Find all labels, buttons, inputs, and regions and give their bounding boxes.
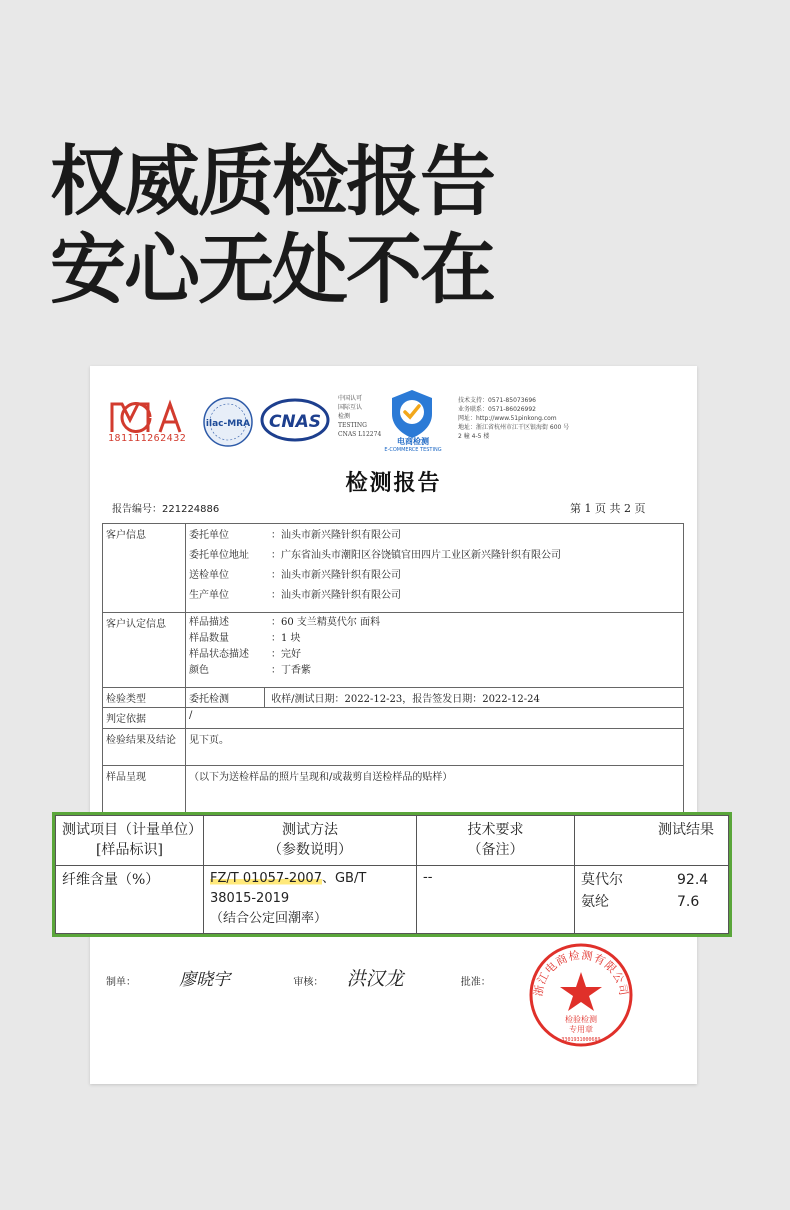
fiber-value: 92.4 (677, 872, 709, 888)
method-note: （结合公定回潮率） (210, 911, 328, 926)
report-paper (90, 366, 700, 1084)
cnas-label: CNAS (268, 412, 322, 432)
headline (50, 138, 494, 314)
inspection-type-label: 检验类型 (103, 688, 186, 708)
contact-info (458, 396, 569, 441)
basis-value: / (186, 708, 684, 729)
results-data-row (56, 866, 729, 934)
field-key: 样品数量 (189, 633, 229, 644)
results-header-row (56, 816, 729, 866)
basis-label: 判定依据 (103, 708, 186, 729)
field-key: 委托单位地址 (189, 550, 249, 561)
field-value: ：汕头市新兴隆针织有限公司 (271, 570, 401, 581)
stamp-company: 浙江电商检测有限公司 (531, 948, 631, 998)
cnas-line: 中国认可 (338, 395, 363, 402)
field-value: ：汕头市新兴隆针织有限公司 (271, 590, 401, 601)
photo-label: 样品呈现 (103, 766, 186, 909)
result-label: 检验结果及结论 (103, 729, 186, 766)
report-number: 报告编号：221224886 (112, 504, 220, 515)
page-number: 第 1 页 共 2 页 (570, 502, 646, 515)
headline-line-2: 安心无处不在 (50, 225, 494, 314)
cnas-line: 检测 (338, 413, 351, 420)
result-value: 见下页。 (186, 729, 684, 766)
review-label: 审核： (293, 977, 324, 988)
fiber-value: 7.6 (677, 894, 700, 910)
cnas-line: 国际互认 (338, 404, 363, 411)
contact-line: 技术支持：0571-85073696 (458, 397, 536, 404)
method-cell (204, 866, 417, 934)
inspection-type-value: 委托检测 (186, 688, 265, 707)
result-row (103, 729, 684, 766)
contact-line: 2 幢 4-5 楼 (458, 433, 490, 440)
review-signature: 洪汉龙 (346, 968, 404, 990)
header-method-sub: （参数说明） (268, 842, 352, 858)
field-value: ：1 块 (271, 633, 301, 644)
report-title: 检测报告 (345, 470, 442, 496)
stamp-bottom: 专用章 (569, 1025, 593, 1034)
maker-signature: 廖晓宇 (179, 970, 231, 990)
requirement-cell: -- (417, 866, 575, 934)
maker-label: 制单： (106, 977, 136, 988)
sample-info-row (103, 613, 684, 688)
shield-caption (380, 438, 446, 454)
header-item-sub: [样品标识] (96, 842, 163, 858)
method-standard-3: 38015-2019 (210, 891, 290, 906)
shield-check-icon (388, 388, 436, 440)
header-method (204, 816, 417, 866)
header-requirement-title: 技术要求 (467, 822, 524, 838)
cnas-logo-icon (260, 398, 330, 442)
photo-caption: （以下为送检样品的照片呈现和/或裁剪自送检样品的贴样） (189, 772, 453, 783)
field-key: 样品状态描述 (189, 649, 249, 660)
sample-values (186, 613, 684, 688)
method-standard: FZ/T 01057-2007 (210, 871, 322, 886)
basis-row (103, 708, 684, 729)
cnas-caption (338, 394, 381, 439)
field-value: ：丁香紫 (271, 665, 311, 676)
ilac-label: ilac-MRA (205, 419, 251, 429)
cma-number: 181111262432 (108, 433, 187, 444)
inspection-dates: 收样/测试日期：2022-12-23，报告签发日期：2022-12-24 (271, 694, 540, 705)
sample-label: 客户认定信息 (103, 613, 186, 688)
item-cell: 纤维含量（%） (56, 866, 204, 934)
contact-line: 地址：浙江省杭州市江干区银海街 600 号 (458, 424, 570, 431)
header-method-title: 测试方法 (282, 822, 338, 838)
header-result (575, 816, 729, 866)
result-cell (575, 866, 729, 934)
fiber-name: 莫代尔 (581, 872, 623, 888)
stamp-mid: 检验检测 (565, 1015, 597, 1024)
ilac-mra-logo-icon (202, 396, 254, 448)
header-result-title: 测试结果 (658, 822, 714, 838)
header-item-title: 测试项目（计量单位） (62, 822, 202, 838)
field-key: 颜色 (189, 665, 209, 676)
client-info-row (103, 524, 684, 613)
field-key: 送检单位 (189, 570, 229, 581)
client-label: 客户信息 (103, 524, 186, 613)
header-item (56, 816, 204, 866)
field-value: ：汕头市新兴隆针织有限公司 (271, 530, 401, 541)
cnas-line: CNAS L12274 (338, 431, 382, 438)
contact-line: 业务联系：0571-86026992 (458, 406, 536, 413)
shield-caption-cn: 电商检测 (397, 437, 429, 446)
company-seal-icon (528, 942, 634, 1048)
headline-line-1: 权威质检报告 (50, 137, 494, 226)
header-requirement (417, 816, 575, 866)
cma-logo-icon (108, 398, 184, 438)
field-value: ：60 支兰精莫代尔 面料 (271, 617, 381, 628)
field-key: 样品描述 (189, 617, 229, 628)
client-values (186, 524, 684, 613)
results-table (55, 815, 729, 934)
inspection-type-row (103, 688, 684, 708)
field-key: 生产单位 (189, 590, 229, 601)
field-key: 委托单位 (189, 530, 229, 541)
approve-label: 批准： (460, 977, 491, 988)
contact-line: 网址：http://www.51pinkong.com (458, 415, 557, 422)
stamp-number: 3301931000689 (561, 1037, 601, 1043)
field-value: ：广东省汕头市潮阳区谷饶镇官田四片工业区新兴隆针织有限公司 (271, 550, 561, 561)
results-table-highlight (52, 812, 732, 937)
shield-caption-en: E-COMMERCE TESTING (384, 447, 442, 453)
cnas-line: TESTING (338, 422, 367, 429)
header-requirement-sub: （备注） (467, 842, 524, 858)
fiber-name: 氨纶 (581, 894, 609, 910)
field-value: ：完好 (271, 649, 301, 660)
method-standard-2: 、GB/T (321, 871, 367, 886)
inspection-type-values (186, 688, 684, 708)
